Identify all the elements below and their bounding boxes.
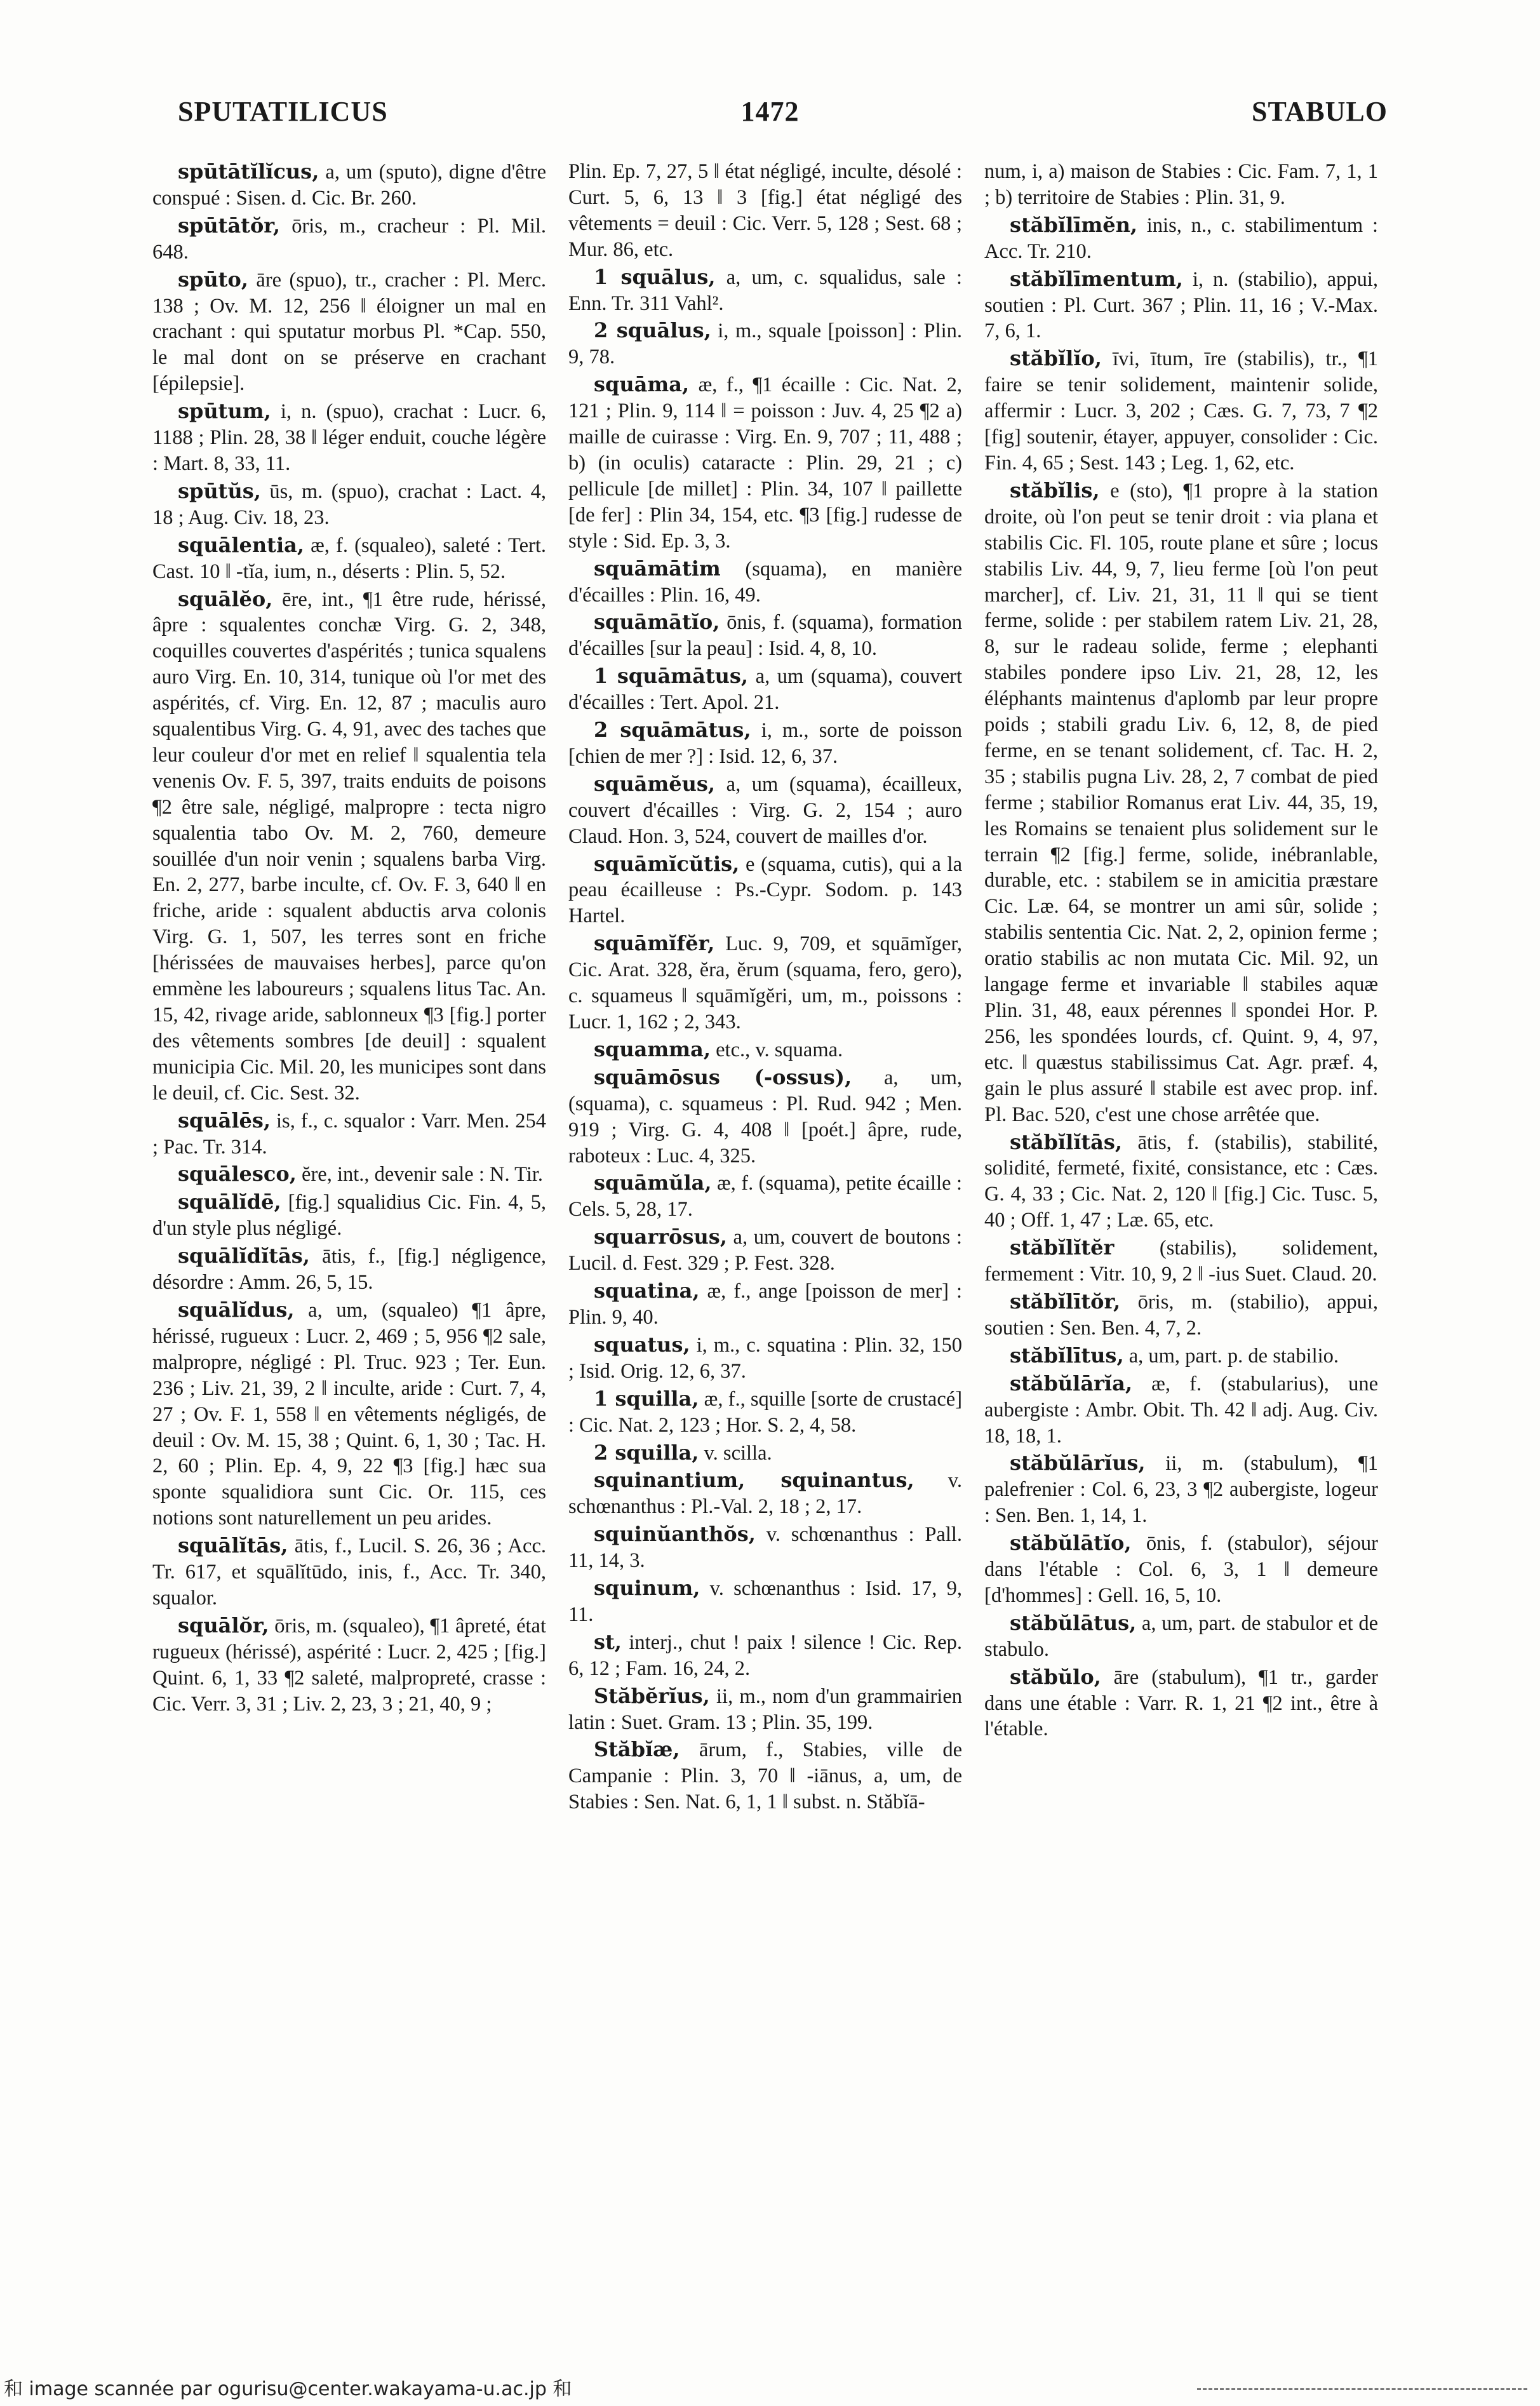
columns bbox=[152, 159, 1378, 2318]
entry-headword: squālĭdĭtās, bbox=[178, 1244, 310, 1268]
entry-definition: æ, f. (squaleo), saleté : Tert. Cast. 10 ‖ -tĭa, ium, n., déserts : Plin. 5, 52. bbox=[152, 534, 546, 583]
entry-headword: squatus, bbox=[594, 1332, 690, 1357]
dictionary-entry bbox=[152, 1297, 546, 1531]
entry-definition: i, m., sorte de poisson [chien de mer ?] : Isid. 12, 6, 37. bbox=[568, 719, 962, 768]
entry-definition: i, n. (stabilio), appui, soutien : Pl. Curt. 367 ; Plin. 11, 16 ; V.-Max. 7, 6, 1. bbox=[984, 267, 1378, 343]
dictionary-entry bbox=[152, 1108, 546, 1160]
dictionary-entry bbox=[568, 1737, 962, 1815]
column-left bbox=[152, 159, 546, 2318]
entry-headword: st, bbox=[594, 1629, 622, 1654]
dictionary-entry bbox=[984, 1371, 1378, 1449]
dictionary-entry bbox=[984, 266, 1378, 345]
entry-definition: v. schœnanthus : Isid. 17, 9, 11. bbox=[568, 1577, 962, 1626]
entry-definition: ātis, f. (stabilis), stabilité, solidité, fermeté, fixité, consistance, etc : Cæs. G. 4, 33 ; Cic. Nat. 2, 120 ‖ [fig.] Cic. Tusc. 5, 40 ; Off. 1, 47 ; Læ. 65, etc. bbox=[984, 1131, 1378, 1232]
entry-definition: a, um (sputo), digne d'être conspué : Sisen. d. Cic. Br. 260. bbox=[152, 161, 546, 210]
entry-headword: 2 squāmātus, bbox=[594, 718, 751, 743]
entry-definition: æ, f., ¶1 écaille : Cic. Nat. 2, 121 ; Plin. 9, 114 ‖ = poisson : Juv. 4, 25 ¶2 a) maille de cuirasse : Virg. En. 9, 707 ; 11, 488 ; b) (in oculis) cataracte : Plin. 29, 21 ; c) pellicule [de millet] : Plin. 34, 107 ‖ paillette [de fer] : Plin 34, 154, etc. ¶3 [fig.] rudesse de style : Sid. Ep. 3, 3. bbox=[568, 373, 962, 553]
entry-definition: āre (stabulum), ¶1 tr., garder dans une étable : Varr. R. 1, 21 ¶2 int., être à l'étable. bbox=[984, 1665, 1378, 1741]
dictionary-entry bbox=[568, 1278, 962, 1331]
entry-definition: æ, f. (stabularius), une aubergiste : Ambr. Obit. Th. 42 ‖ adj. Aug. Civ. 18, 18, 1. bbox=[984, 1372, 1378, 1448]
entry-definition: æ, f., squille [sorte de crustacé] : Cic. Nat. 2, 123 ; Hor. S. 2, 4, 58. bbox=[568, 1387, 962, 1437]
entry-headword: Stăbĭæ, bbox=[594, 1737, 680, 1762]
dictionary-entry bbox=[568, 1467, 962, 1520]
entry-headword: squāmĭfĕr, bbox=[594, 931, 715, 956]
entry-definition: i, m., squale [poisson] : Plin. 9, 78. bbox=[568, 319, 962, 369]
entry-definition: ōnis, f. (stabulor), séjour dans l'étable : Col. 6, 3, 1 ‖ demeure [d'hommes] : Gell. 16, 5, 10. bbox=[984, 1532, 1378, 1607]
dictionary-entry bbox=[568, 1440, 962, 1467]
entry-headword: squālĭtās, bbox=[178, 1533, 288, 1558]
entry-headword: squālesco, bbox=[178, 1162, 297, 1186]
entry-headword: squinŭanthŏs, bbox=[594, 1522, 756, 1547]
entry-definition: a, um, (squama), c. squameus : Pl. Rud. 942 ; Men. 919 ; Virg. G. 4, 408 ‖ [poét.] âpre, rude, raboteux : Luc. 4, 325. bbox=[568, 1066, 962, 1167]
entry-headword: squālĕo, bbox=[178, 586, 273, 611]
dictionary-entry bbox=[568, 1386, 962, 1439]
entry-headword: stăbĭlĭtĕr bbox=[1010, 1235, 1115, 1260]
entry-headword: squāmātim bbox=[594, 556, 721, 581]
column-middle bbox=[568, 159, 962, 2318]
entry-headword: spūtātĭlĭcus, bbox=[178, 159, 319, 184]
entry-definition: i, m., c. squatina : Plin. 32, 150 ; Isid. Orig. 12, 6, 37. bbox=[568, 1333, 962, 1383]
entry-headword: 2 squālus, bbox=[594, 318, 711, 343]
dictionary-entry bbox=[152, 586, 546, 1106]
entry-headword: spūtŭs, bbox=[178, 478, 261, 503]
scan-credit: 和 image scannée par ogurisu@center.wakayama-u.ac.jp 和 bbox=[4, 2378, 572, 2400]
dictionary-entry bbox=[984, 1129, 1378, 1234]
dictionary-entry bbox=[568, 1683, 962, 1736]
entry-headword: squālĭdus, bbox=[178, 1297, 295, 1322]
entry-definition: ēre, int., ¶1 être rude, hérissé, âpre : squalentes conchæ Virg. G. 2, 348, coquilles couvertes d'aspérités ; tunica squalens auro Virg. En. 10, 314, tunique où l'or met des aspérités, cf. Virg. En. 12, 87 ; maculis auro squalentibus Virg. G. 4, 91, avec des taches que leur couleur d'or met en relief ‖ squalentia tela venenis Ov. F. 5, 397, traits enduits de poisons ¶2 être sale, négligé, malpropre : tecta nigro squalentia tabo Ov. M. 2, 760, demeure souillée d'un noir venin ; squalens barba Virg. En. 2, 277, barbe inculte, cf. Ov. F. 3, 640 ‖ en friche, aride : squalent abductis arva colonis Virg. G. 1, 507, les terres sont en friche [hérissées de mauvaises herbes], parce qu'on emmène les laboureurs ; squalens litus Tac. An. 15, 42, rivage aride, sablonneux ¶3 [fig.] porter des vêtements sombres [de deuil] : squalent municipia Cic. Mil. 20, les municipes sont dans le deuil, cf. Cic. Sest. 32. bbox=[152, 588, 546, 1105]
header-last-word: STABULO bbox=[1251, 96, 1388, 127]
dictionary-entry bbox=[568, 372, 962, 554]
dictionary-entry bbox=[984, 1289, 1378, 1341]
entry-definition: Plin. Ep. 7, 27, 5 ‖ état négligé, inculte, désolé : Curt. 5, 6, 13 ‖ 3 [fig.] état négligé des vêtements = deuil : Cic. Verr. 5, 128 ; Sest. 68 ; Mur. 86, etc. bbox=[568, 160, 962, 261]
entry-headword: squālĭdē, bbox=[178, 1190, 281, 1214]
entry-headword: stăbŭlārĭus, bbox=[1010, 1451, 1146, 1475]
dictionary-entry bbox=[152, 267, 546, 398]
entry-definition: is, f., c. squalor : Varr. Men. 254 ; Pac. Tr. 314. bbox=[152, 1109, 546, 1159]
entry-definition: num, i, a) maison de Stabies : Cic. Fam. 7, 1, 1 ; b) territoire de Stabies : Plin. 31, 9. bbox=[984, 160, 1378, 209]
entry-definition: i, n. (spuo), crachat : Lucr. 6, 1188 ; Plin. 28, 38 ‖ léger enduit, couche légère : Mart. 8, 33, 11. bbox=[152, 400, 546, 475]
entry-definition: a, um, part. de stabulor et de stabulo. bbox=[984, 1611, 1378, 1661]
entry-definition: īvi, ītum, īre (stabilis), tr., ¶1 faire se tenir solidement, maintenir solide, affermir : Lucr. 3, 202 ; Cæs. G. 7, 73, 7 ¶2 [fig] soutenir, étayer, appuyer, consolider : Cic. Fin. 4, 65 ; Sest. 143 ; Leg. 1, 62, etc. bbox=[984, 347, 1378, 474]
entry-definition: v. scilla. bbox=[704, 1441, 772, 1465]
entry-definition: (squama), en manière d'écailles : Plin. 16, 49. bbox=[568, 557, 962, 607]
dictionary-entry bbox=[984, 1235, 1378, 1287]
entry-definition: interj., chut ! paix ! silence ! Cic. Rep. 6, 12 ; Fam. 16, 24, 2. bbox=[568, 1630, 962, 1680]
scan-footer bbox=[0, 2368, 1540, 2406]
entry-headword: squālŏr, bbox=[178, 1613, 269, 1637]
entry-definition: a, um, part. p. de stabilio. bbox=[1128, 1344, 1339, 1368]
entry-definition: ātis, f., Lucil. S. 26, 36 ; Acc. Tr. 617, et squālĭtūdo, inis, f., Acc. Tr. 340, squalor. bbox=[152, 1535, 546, 1610]
entry-definition: a, um (squama), écailleux, couvert d'écailles : Virg. G. 2, 154 ; auro Claud. Hon. 3, 524, couvert de mailles d'or. bbox=[568, 772, 962, 848]
dictionary-entry bbox=[152, 1189, 546, 1242]
column-right bbox=[984, 159, 1378, 2318]
entry-definition: ārum, f., Stabies, ville de Campanie : Plin. 3, 70 ‖ -iānus, a, um, de Stabies : Sen. Nat. 6, 1, 1 ‖ subst. n. Stăbĭā- bbox=[568, 1738, 962, 1814]
dictionary-entry bbox=[568, 609, 962, 662]
entry-definition: āre (spuo), tr., cracher : Pl. Merc. 138 ; Ov. M. 12, 256 ‖ éloigner un mal en crachant : qui sputatur morbus Pl. *Cap. 550, le mal dont on se préserve en crachant [épilepsie]. bbox=[152, 268, 546, 396]
dictionary-entry bbox=[568, 1065, 962, 1169]
entry-headword: squatina, bbox=[594, 1279, 700, 1303]
dictionary-entry bbox=[984, 1664, 1378, 1743]
page-number: 1472 bbox=[740, 96, 800, 127]
entry-definition: v. schœnanthus : Pl.-Val. 2, 18 ; 2, 17. bbox=[568, 1469, 962, 1519]
dictionary-entry bbox=[568, 1629, 962, 1682]
entry-definition: (stabilis), solidement, fermement : Vitr. 10, 9, 2 ‖ -ius Suet. Claud. 20. bbox=[984, 1237, 1378, 1286]
dictionary-entry bbox=[568, 318, 962, 370]
dictionary-entry bbox=[568, 1037, 962, 1063]
dictionary-entry bbox=[984, 159, 1378, 211]
dictionary-entry bbox=[568, 556, 962, 608]
dictionary-entry bbox=[984, 346, 1378, 476]
entry-headword: squāmōsus (-ossus), bbox=[594, 1065, 852, 1089]
entry-headword: stăbŭlārĭa, bbox=[1010, 1371, 1132, 1395]
entry-definition: Luc. 9, 709, et squāmĭger, Cic. Arat. 328, ĕra, ĕrum (squama, fero, gero), c. squameus ‖ squāmĭgĕri, um, m., poissons : Lucr. 1, 162 ; 2, 343. bbox=[568, 932, 962, 1033]
entry-headword: squarrōsus, bbox=[594, 1225, 727, 1249]
entry-headword: 1 squilla, bbox=[594, 1386, 699, 1411]
entry-definition: ĕre, int., devenir sale : N. Tir. bbox=[302, 1163, 544, 1186]
dictionary-entry bbox=[152, 1161, 546, 1188]
dictionary-entry bbox=[568, 771, 962, 850]
entry-headword: stăbŭlātus, bbox=[1010, 1610, 1137, 1635]
entry-definition: v. schœnanthus : Pall. 11, 14, 3. bbox=[568, 1523, 962, 1573]
dictionary-entry bbox=[568, 1224, 962, 1277]
dictionary-entry bbox=[984, 1530, 1378, 1609]
entry-headword: spūtum, bbox=[178, 399, 271, 424]
entry-headword: squinantium, squinantus, bbox=[594, 1468, 914, 1493]
dictionary-entry bbox=[152, 1613, 546, 1717]
dictionary-entry bbox=[568, 717, 962, 770]
entry-definition: æ, f. (squama), petite écaille : Cels. 5, 28, 17. bbox=[568, 1172, 962, 1221]
dictionary-entry bbox=[568, 851, 962, 930]
dictionary-entry bbox=[984, 1343, 1378, 1369]
entry-headword: squāmĕus, bbox=[594, 771, 716, 796]
entry-headword: squinum, bbox=[594, 1576, 700, 1601]
entry-definition: e (sto), ¶1 propre à la station droite, où l'on peut se tenir droit : via plana et stabilis Cic. Fl. 105, route plane et sûre ; locus stabilis Liv. 44, 9, 7, lieu ferme [où l'on peut marcher], cf. Liv. 21, 31, 11 ‖ qui se tient ferme, solide : per stabilem ratem Liv. 21, 28, 8, sur le radeau solide, ferme ; elephanti stabiles pondere ipso Liv. 21, 28, 12, les éléphants maintenus d'aplomb par leur propre poids ; stabili gradu Liv. 6, 12, 8, de pied ferme, en se tenant solidement, cf. Tac. H. 2, 35 ; stabilis pugna Liv. 28, 2, 7 combat de pied ferme ; stabilior Romanus erat Liv. 44, 35, 19, les Romains se tenaient plus solidement sur le terrain ¶2 [fig.] ferme, solide, inébranlable, durable, etc. : stabilem se in amicitia præstare Cic. Læ. 64, se montrer un ami sûr, solide ; stabilis sententia Cic. Nat. 2, 2, opinion ferme ; oratio stabilis ac non mutata Cic. Mil. 92, un langage ferme et invariable ‖ stabiles aquæ Plin. 31, 48, eaux pérennes ‖ spondei Hor. P. 256, les spondées lourds, cf. Quint. 9, 4, 97, etc. ‖ quæstus stabilissimus Cat. Agr. præf. 4, gain le plus assuré ‖ stabile est avec prop. inf. Pl. Bac. 520, c'est une chose arrêtée que. bbox=[984, 479, 1378, 1126]
entry-headword: 1 squāmātus, bbox=[594, 664, 749, 689]
entry-definition: ii, m. (stabulum), ¶1 palefrenier : Col. 6, 23, 3 ¶2 aubergiste, logeur : Sen. Ben. 1, 14, 1. bbox=[984, 1452, 1378, 1528]
entry-definition: a, um (squama), couvert d'écailles : Tert. Apol. 21. bbox=[568, 665, 962, 715]
dictionary-entry bbox=[568, 931, 962, 1035]
entry-headword: stăbĭlīmentum, bbox=[1010, 266, 1183, 291]
entry-headword: spūto, bbox=[178, 267, 248, 292]
entry-headword: spūtātŏr, bbox=[178, 213, 280, 238]
entry-definition: ōris, m., cracheur : Pl. Mil. 648. bbox=[152, 214, 546, 264]
entry-definition: ōris, m. (squaleo), ¶1 âpreté, état rugueux (hérissé), aspérité : Lucr. 2, 425 ; [fig.] Quint. 6, 1, 33 ¶2 saleté, malpropreté, crasse : Cic. Verr. 3, 31 ; Liv. 2, 23, 3 ; 21, 40, 9 ; bbox=[152, 1614, 546, 1716]
entry-headword: squamma, bbox=[594, 1037, 711, 1061]
entry-headword: stăbĭlīmĕn, bbox=[1010, 212, 1137, 237]
entry-headword: squāmĭcŭtis, bbox=[594, 851, 740, 876]
entry-headword: squālēs, bbox=[178, 1108, 271, 1132]
entry-headword: 1 squālus, bbox=[594, 264, 716, 289]
entry-headword: squāmŭla, bbox=[594, 1171, 712, 1195]
entry-headword: stăbĭlītus, bbox=[1010, 1343, 1124, 1368]
entry-headword: 2 squilla, bbox=[594, 1440, 699, 1465]
entry-definition: a, um, (squaleo) ¶1 âpre, hérissé, rugueux : Lucr. 2, 469 ; 5, 956 ¶2 sale, malpropre, négligé : Pl. Truc. 923 ; Ter. Eun. 236 ; Liv. 21, 39, 2 ‖ inculte, aride : Curt. 7, 4, 27 ; Ov. F. 1, 558 ‖ en vêtements négligés, de deuil : Ov. M. 15, 38 ; Quint. 6, 1, 30 ; Tac. H. 2, 60 ; Plin. Ep. 4, 9, 22 ¶3 [fig.] hæc sua sponte squalidiora sunt Cic. Or. 115, ces notions sont naturellement un peu arides. bbox=[152, 1298, 546, 1530]
entry-headword: stăbĭlītŏr, bbox=[1010, 1289, 1121, 1314]
dictionary-entry bbox=[152, 478, 546, 531]
dictionary-entry bbox=[984, 1610, 1378, 1663]
dictionary-entry bbox=[568, 264, 962, 317]
dictionary-entry bbox=[568, 1332, 962, 1385]
dictionary-entry bbox=[152, 159, 546, 212]
entry-headword: stăbŭlātĭo, bbox=[1010, 1531, 1132, 1556]
footer-rule bbox=[1197, 2388, 1527, 2390]
dictionary-entry bbox=[152, 398, 546, 477]
dictionary-entry bbox=[984, 1450, 1378, 1529]
entry-headword: stăbŭlo, bbox=[1010, 1664, 1101, 1689]
dictionary-entry bbox=[568, 1575, 962, 1628]
dictionary-entry bbox=[568, 1521, 962, 1574]
entry-headword: squālentia, bbox=[178, 532, 304, 557]
dictionary-entry bbox=[984, 212, 1378, 265]
entry-definition: ōris, m. (stabilio), appui, soutien : Sen. Ben. 4, 7, 2. bbox=[984, 1290, 1378, 1340]
entry-headword: stăbĭlĭo, bbox=[1010, 346, 1102, 371]
running-header bbox=[152, 95, 1388, 146]
dictionary-entry bbox=[984, 478, 1378, 1128]
dictionary-entry bbox=[152, 532, 546, 585]
header-first-word: SPUTATILICUS bbox=[178, 96, 388, 127]
entry-definition: [fig.] squalidius Cic. Fin. 4, 5, d'un style plus négligé. bbox=[152, 1191, 546, 1240]
dictionary-entry bbox=[568, 159, 962, 263]
entry-definition: ii, m., nom d'un grammairien latin : Suet. Gram. 13 ; Plin. 35, 199. bbox=[568, 1684, 962, 1734]
entry-headword: squāma, bbox=[594, 372, 690, 397]
entry-definition: a, um, c. squalidus, sale : Enn. Tr. 311 Vahl². bbox=[568, 265, 962, 315]
entry-definition: etc., v. squama. bbox=[716, 1038, 843, 1061]
entry-definition: a, um, couvert de boutons : Lucil. d. Fest. 329 ; P. Fest. 328. bbox=[568, 1226, 962, 1275]
entry-definition: ātis, f., [fig.] négligence, désordre : Amm. 26, 5, 15. bbox=[152, 1245, 546, 1294]
dictionary-entry bbox=[152, 213, 546, 265]
entry-definition: ōnis, f. (squama), formation d'écailles [sur la peau] : Isid. 4, 8, 10. bbox=[568, 611, 962, 661]
entry-headword: stăbĭlis, bbox=[1010, 478, 1100, 502]
entry-headword: squāmātĭo, bbox=[594, 610, 720, 635]
entry-definition: ūs, m. (spuo), crachat : Lact. 4, 18 ; Aug. Civ. 18, 23. bbox=[152, 480, 546, 529]
entry-headword: stăbĭlĭtās, bbox=[1010, 1129, 1123, 1154]
entry-definition: inis, n., c. stabilimentum : Acc. Tr. 210. bbox=[984, 213, 1378, 263]
entry-headword: Stăbĕrĭus, bbox=[594, 1683, 710, 1708]
dictionary-entry bbox=[152, 1533, 546, 1611]
dictionary-entry bbox=[568, 663, 962, 716]
entry-definition: æ, f., ange [poisson de mer] : Plin. 9, 40. bbox=[568, 1280, 962, 1329]
entry-definition: e (squama, cutis), qui a la peau écailleuse : Ps.-Cypr. Sodom. p. 143 Hartel. bbox=[568, 852, 962, 928]
dictionary-entry bbox=[568, 1170, 962, 1223]
dictionary-entry bbox=[152, 1243, 546, 1296]
